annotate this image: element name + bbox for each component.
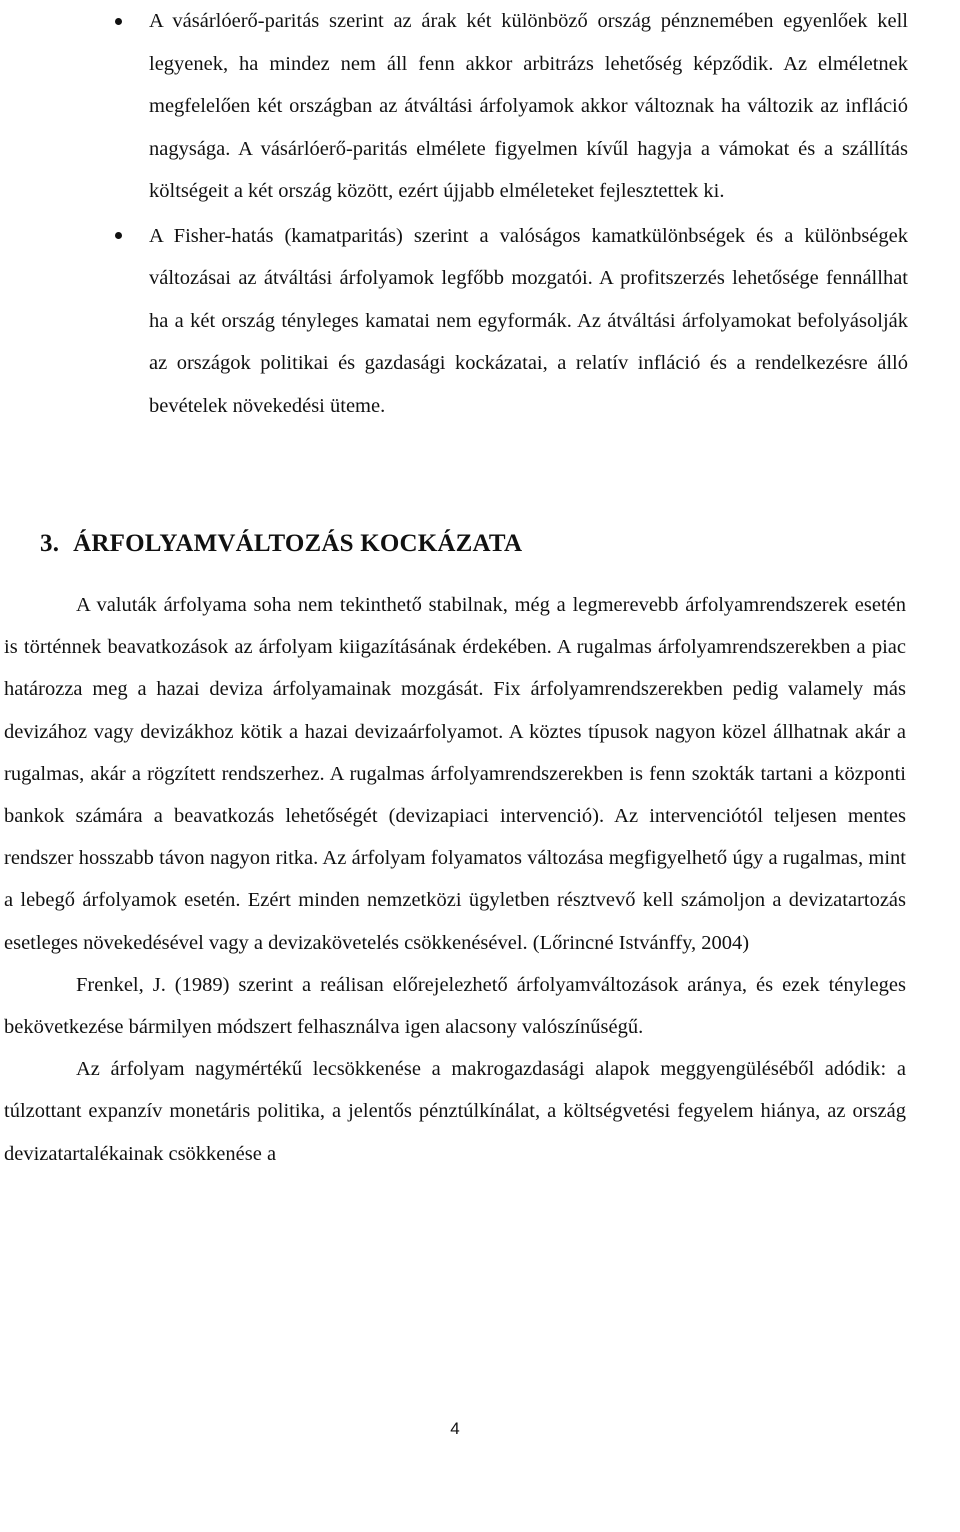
section-title: ÁRFOLYAMVÁLTOZÁS KOCKÁZATA <box>73 530 523 557</box>
bullet-dot-icon <box>115 215 125 258</box>
bullet-item-fisher <box>149 215 908 428</box>
page-number: 4 <box>450 1419 460 1438</box>
bullet-item-ppp <box>149 0 908 213</box>
paragraph: A valuták árfolyama soha nem tekinthető stabilnak, még a legmerevebb árfolyamrendszerek esetén is történnek beavatkozások az árfolyam kiigazításának érdekében. A rugalmas árfolyamrendszerekben a piac határozza meg a hazai deviza árfolyamainak mozgását. Fix árfolyamrendszerekben pedig valamely más devizához vagy devizákhoz kötik a hazai devizaárfolyamot. A köztes típusok nagyon közel állhatnak akár a rugalmas, akár a rögzített rendszerhez. A rugalmas árfolyamrendszerekben is fenn szokták tartani a központi bankok számára a beavatkozás lehetőségét (devizapiaci intervenció). Az intervenciótól teljesen mentes rendszer hosszabb távon nagyon ritka. Az árfolyam folyamatos változása megfigyelhető úgy a rugalmas, mint a lebegő árfolyamok esetén. Ezért minden nemzetközi ügyletben résztvevő kell számoljon a devizatartozás esetleges növekedésével vagy a devizakövetelés csökkenésével. (Lőrincné Istvánffy, 2004) <box>4 594 906 954</box>
bullet-dot-icon <box>115 0 125 43</box>
paragraph: Az árfolyam nagymértékű lecsökkenése a makrogazdasági alapok meggyengüléséből adódik: a túlzottant expanzív monetáris politika, a jelentős pénztúlkínálat, a költségvetési fegyelem hiánya, az ország devizatartalékainak csökkenése a <box>4 1058 906 1165</box>
bullet-list <box>0 0 960 427</box>
bullet-text: A Fisher-hatás (kamatparitás) szerint a valóságos kamatkülönbségek és a különbségek változásai az átváltási árfolyamok legfőbb mozgatói. A profitszerzés lehetősége fennállhat ha a két ország tényleges kamatai nem egyformák. Az átváltási árfolyamokat befolyásolják az országok politikai és gazdasági kockázatai, a relatív infláció és a rendelkezésre álló bevételek növekedési üteme. <box>149 224 908 417</box>
body-text <box>4 584 906 1175</box>
paragraph: Frenkel, J. (1989) szerint a reálisan előrejelezhető árfolyamváltozások aránya, és ezek tényleges bekövetkezése bármilyen módszert felhasználva igen alacsony valószínűségű. <box>4 973 906 1039</box>
section-heading <box>40 526 522 562</box>
section-number: 3. <box>40 530 60 557</box>
bullet-text: A vásárlóerő-paritás szerint az árak két különböző ország pénznemében egyenlőek kell legyenek, ha mindez nem áll fenn akkor arbitrázs lehetőség képződik. Az elméletnek megfelelően két országban az átváltási árfolyamok akkor változnak ha változik az infláció nagysága. A vásárlóerő-paritás elmélete figyelmen kívűl hagyja a vámokat és a szállítás költségeit a két ország között, ezért újjabb elméleteket fejlesztettek ki. <box>149 10 908 202</box>
